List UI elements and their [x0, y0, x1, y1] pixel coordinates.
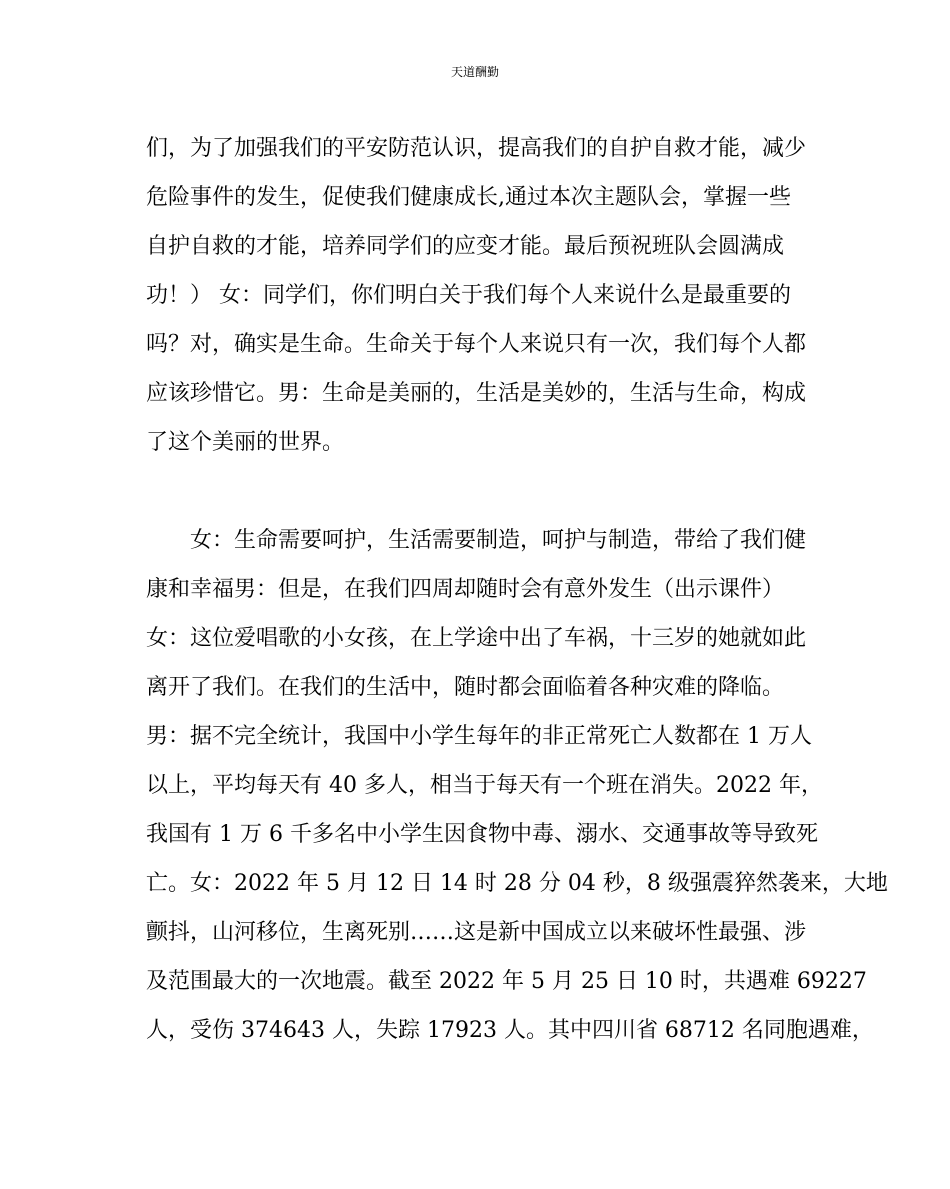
paragraph-1: [146, 124, 808, 467]
text-line: 及范围最大的一次地震。截至 2022 年 5 月 25 日 10 时，共遇难 69227: [146, 969, 867, 994]
text-line: 男：据不完全统计，我国中小学生每年的非正常死亡人数都在 1 万人: [146, 724, 812, 749]
text-line: 危险事件的发生，促使我们健康成长,通过本次主题队会，掌握一些: [146, 185, 791, 210]
text-line: 离开了我们。在我们的生活中，随时都会面临着各种灾难的降临。: [146, 675, 785, 700]
text-line: 自护自救的才能，培养同学们的应变才能。最后预祝班队会圆满成: [146, 234, 785, 259]
text-line: 颤抖，山河移位，生离死别……这是新中国成立以来破坏性最强、涉: [146, 920, 807, 945]
text-line: 应该珍惜它。男：生命是美丽的，生活是美妙的，生活与生命，构成: [146, 381, 807, 406]
paragraph-spacer: [146, 467, 808, 516]
text-line: 以上，平均每天有 40 多人，相当于每天有一个班在消失。2022 年，: [146, 773, 823, 798]
text-line: 我国有 1 万 6 千多名中小学生因食物中毒、溺水、交通事故等导致死: [146, 822, 818, 847]
document-body: [146, 124, 888, 1055]
text-line: 们，为了加强我们的平安防范认识，提高我们的自护自救才能，减少: [146, 136, 807, 161]
text-line: 康和幸福男：但是，在我们四周却随时会有意外发生（出示课件）: [146, 577, 785, 602]
text-line: 亡。女：2022 年 5 月 12 日 14 时 28 分 04 秒，8 级强震猝然袭来，大地: [146, 871, 888, 896]
text-line: 女：这位爱唱歌的小女孩，在上学途中出了车祸，十三岁的她就如此: [146, 626, 807, 651]
text-line: 吗？对，确实是生命。生命关于每个人来说只有一次，我们每个人都: [146, 332, 807, 357]
header-title: 天道酬勤: [450, 65, 499, 79]
paragraph-2: [146, 516, 888, 1055]
text-line: 女：生命需要呵护，生活需要制造，呵护与制造，带给了我们健: [190, 528, 807, 553]
text-line: 了这个美丽的世界。: [146, 430, 345, 455]
text-line: 人，受伤 374643 人，失踪 17923 人。其中四川省 68712 名同胞遇难，: [146, 1018, 874, 1043]
text-line: 功！） 女：同学们，你们明白关于我们每个人来说什么是最重要的: [146, 283, 791, 308]
page-header: [0, 64, 950, 80]
